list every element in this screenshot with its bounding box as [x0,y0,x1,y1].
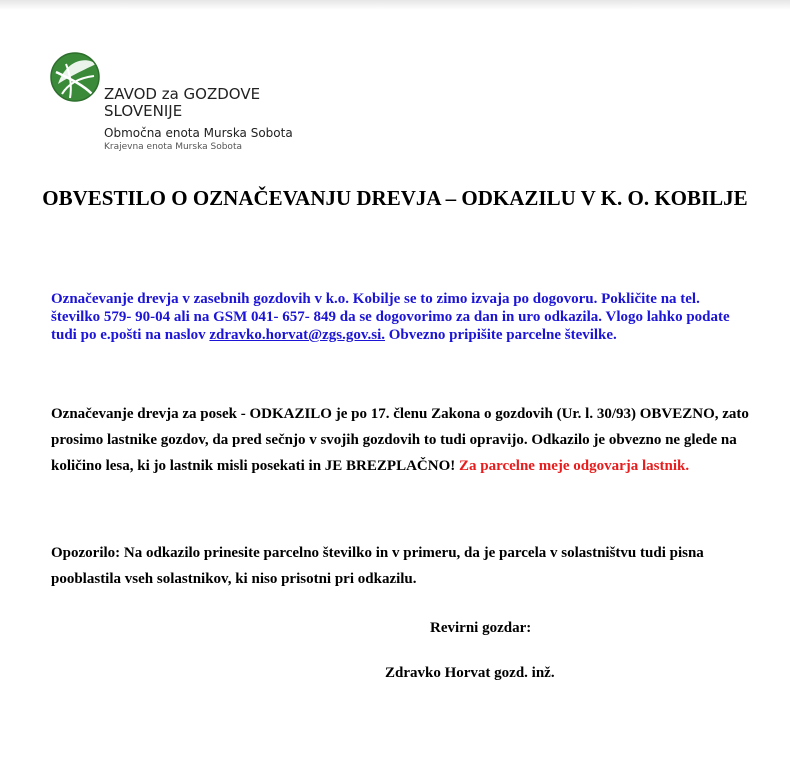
owner-responsibility-note: Za parcelne meje odgovarja lastnik. [458,458,690,474]
signature-role: Revirni gozdar: [430,620,532,636]
header-logo-block [48,50,308,160]
notice-text-end: Obvezno pripišite parcelne številke. [385,327,617,343]
main-paragraph [51,401,751,479]
regional-unit: Območna enota Murska Sobota [104,126,293,140]
notice-text: Označevanje drevja v zasebnih gozdovih v k.o. Kobilje se to zimo izvaja po dogovoru. Pokličite na tel. številko 579- 90-04 ali na GSM 041- 657- 849 da se dogovorimo za dan in uro odkazila. Vlogo lahko podate tudi po e.pošti na naslov [51,291,730,343]
window-top-shadow [0,0,790,10]
signature-name: Zdravko Horvat gozd. inž. [385,665,555,681]
main-paragraph-text: Označevanje drevja za posek - ODKAZILO je po 17. členu Zakona o gozdovih (Ur. l. 30/93) OBVEZNO, zato prosimo lastnike gozdov, da pred sečnjo v svojih gozdovih to tudi opravijo. Odkazilo je obvezno ne glede na količino lesa, ki jo lastnik misli posekati in JE BREZPLAČNO! [51,406,749,474]
leaf-globe-icon [48,50,104,106]
page-title: OBVESTILO O OZNAČEVANJU DREVJA – ODKAZILU V K. O. KOBILJE [42,186,748,210]
notice-paragraph [51,290,741,344]
warning-paragraph: Opozorilo: Na odkazilo prinesite parcelno številko in v primeru, da je parcela v solastništvu tudi pisna pooblastila vseh solastnikov, ki niso prisotni pri odkazilu. [51,545,704,587]
org-name-line1: ZAVOD za GOZDOVE [104,85,261,103]
local-unit: Krajevna enota Murska Sobota [104,142,242,152]
org-name-line2: SLOVENIJE [104,102,183,120]
email-link[interactable]: zdravko.horvat@zgs.gov.si. [209,327,386,343]
organization-name [104,86,260,120]
